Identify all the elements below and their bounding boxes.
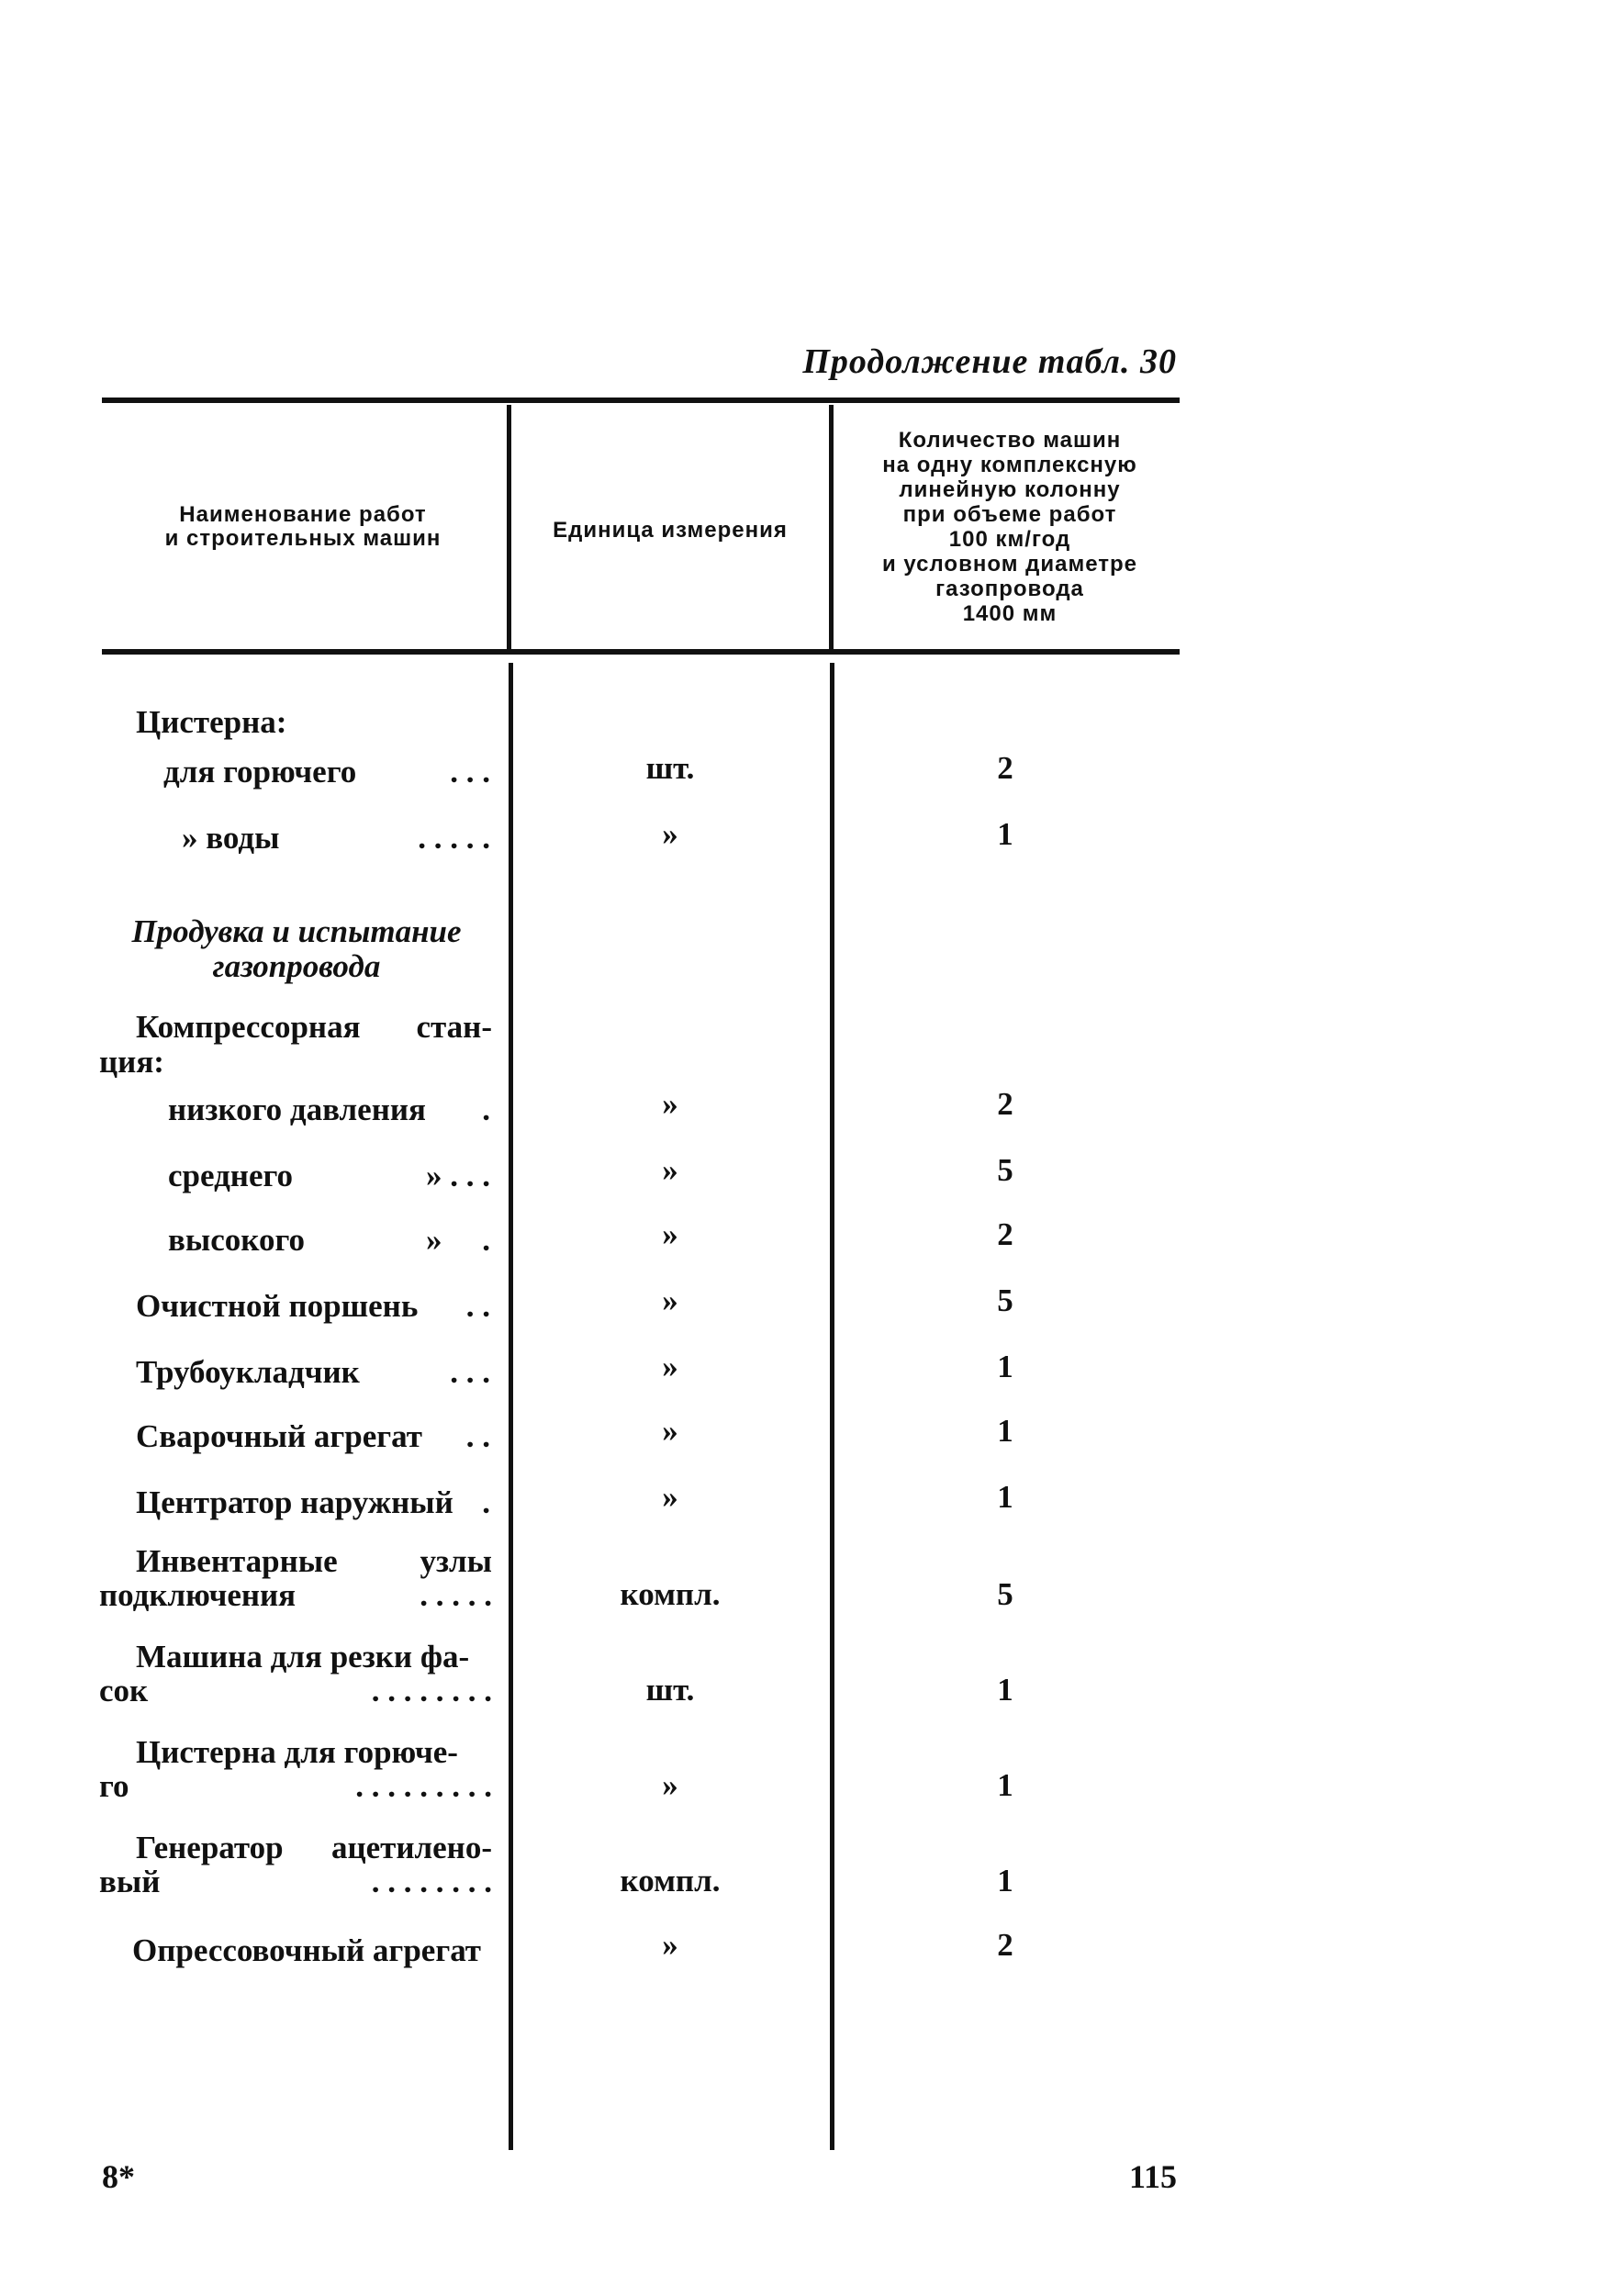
row-qty: 5: [997, 1152, 1013, 1188]
row-name-text: Трубоукладчик: [136, 1354, 360, 1390]
header-col-qty-line: газопровода: [935, 577, 1084, 601]
row-name-text: низкого давления: [168, 1092, 426, 1127]
row-name: [136, 1355, 490, 1390]
row-qty: 1: [997, 1349, 1013, 1384]
leader-dots: . . . . .: [420, 1577, 492, 1613]
row-unit: »: [662, 1216, 678, 1252]
row-name-text: Компрессорная: [136, 1009, 361, 1045]
row-name: Цистерна:: [136, 704, 287, 740]
table-top-rule: [102, 398, 1180, 403]
leader-dots: . . . . . . . .: [371, 1864, 492, 1899]
header-divider-2: [829, 405, 834, 649]
leader-dots: . .: [465, 1418, 490, 1454]
table-caption: Продолжение табл. 30: [802, 342, 1177, 381]
leader-dots: .: [482, 1484, 490, 1520]
row-name: [99, 1640, 492, 1708]
header-col-name-line: и строительных машин: [164, 526, 442, 551]
row-qty: 1: [997, 1479, 1013, 1515]
row-qty: 1: [997, 1413, 1013, 1449]
row-name-text: Центратор наружный: [136, 1484, 453, 1520]
leader-dots: . . . . . . . .: [371, 1673, 492, 1708]
header-col-qty-line: линейную колонну: [899, 477, 1121, 502]
row-name: [163, 755, 490, 790]
page-number: 115: [1128, 2158, 1177, 2195]
header-col-qty-line: и условном диаметре: [881, 552, 1137, 577]
row-qty: 1: [997, 816, 1013, 852]
row-qty: 2: [997, 1086, 1013, 1122]
section-heading-line: Продувка и испытание: [131, 913, 462, 949]
row-name: [136, 1485, 490, 1520]
header-col-qty-line: 100 км/год: [948, 527, 1071, 552]
leader-dots: . . . . .: [418, 820, 490, 856]
header-col-qty: [840, 428, 1180, 626]
row-name: [168, 1092, 490, 1127]
row-unit: »: [662, 1282, 678, 1318]
row-unit: »: [662, 816, 678, 852]
row-unit: »: [662, 1413, 678, 1449]
row-name: [182, 821, 490, 856]
row-unit: »: [662, 1152, 678, 1188]
row-qty: 1: [997, 1672, 1013, 1708]
body-divider-2: [830, 663, 834, 2150]
row-name-text: подключения: [99, 1577, 297, 1613]
header-col-unit: Единица измерения: [553, 518, 788, 543]
row-unit: компл.: [620, 1863, 721, 1898]
row-name-text: среднего: [168, 1158, 294, 1193]
row-name-text: ацетилено-: [330, 1830, 492, 1865]
leader-dots: . . .: [450, 754, 490, 790]
leader-dots: . .: [465, 1288, 490, 1324]
row-name: [99, 1735, 492, 1803]
row-name-text: го: [99, 1768, 129, 1804]
row-unit: компл.: [620, 1576, 721, 1612]
row-qty: 2: [997, 750, 1013, 786]
leader-dots: » . . .: [426, 1158, 490, 1193]
row-qty: 5: [997, 1576, 1013, 1612]
row-name-line: [99, 1769, 492, 1803]
body-divider-1: [509, 663, 513, 2150]
row-name: [168, 1159, 490, 1193]
row-name-text: стан-: [416, 1009, 492, 1045]
row-qty: 2: [997, 1216, 1013, 1252]
header-col-name-line: Наименование работ: [179, 502, 427, 527]
row-name-text: Инвентарные: [136, 1543, 338, 1579]
header-col-name: [106, 503, 500, 551]
row-name-text: вый: [99, 1864, 161, 1899]
row-name-line: Цистерна для горюче-: [136, 1734, 458, 1770]
row-name-line: [99, 1865, 492, 1898]
leader-dots: .: [482, 1092, 490, 1127]
row-name: Опрессовочный агрегат: [132, 1932, 481, 1968]
row-unit: шт.: [645, 1672, 695, 1708]
header-col-qty-line: Количество машин: [898, 428, 1122, 453]
row-name-text: высокого: [168, 1222, 305, 1258]
row-qty: 1: [997, 1767, 1013, 1803]
header-divider-1: [507, 405, 511, 649]
row-unit: »: [662, 1349, 678, 1384]
leader-dots: . . .: [450, 1354, 490, 1390]
row-name-line: [99, 1578, 492, 1612]
row-name-text: Генератор: [136, 1830, 284, 1865]
row-qty: 2: [997, 1927, 1013, 1963]
row-unit: шт.: [645, 750, 695, 786]
row-name-line: [99, 1010, 492, 1045]
row-name: [99, 1010, 492, 1080]
header-col-qty-line: 1400 мм: [962, 601, 1058, 626]
row-name-line: [99, 1831, 492, 1865]
row-name: [99, 1831, 492, 1898]
row-name-text: » воды: [182, 820, 280, 856]
row-name-line: [99, 1544, 492, 1578]
header-col-qty-line: на одну комплексную: [882, 453, 1137, 477]
row-name: [136, 1419, 490, 1454]
row-unit: »: [662, 1479, 678, 1515]
row-unit: »: [662, 1086, 678, 1122]
row-name-text: сок: [99, 1673, 149, 1708]
row-name-line: [99, 1674, 492, 1708]
leader-dots: . . . . . . . . .: [355, 1768, 492, 1804]
row-unit: »: [662, 1767, 678, 1803]
row-name-text: узлы: [420, 1543, 492, 1579]
signature-mark: 8*: [102, 2158, 135, 2195]
header-col-qty-line: при объеме работ: [902, 502, 1117, 527]
row-name-line: ция:: [99, 1044, 164, 1080]
row-name: [136, 1289, 490, 1324]
row-qty: 1: [997, 1863, 1013, 1898]
row-name-text: Сварочный агрегат: [136, 1418, 422, 1454]
section-heading-line: газопровода: [212, 948, 381, 984]
row-name-line: Машина для резки фа-: [136, 1639, 470, 1674]
section-heading: [99, 914, 494, 984]
row-name: [99, 1544, 492, 1612]
leader-dots: » .: [426, 1222, 490, 1258]
row-qty: 5: [997, 1282, 1013, 1318]
row-name-text: для горючего: [163, 754, 357, 790]
row-unit: »: [662, 1927, 678, 1963]
row-name: [168, 1223, 490, 1258]
row-name-text: Очистной поршень: [136, 1288, 419, 1324]
header-bottom-rule: [102, 649, 1180, 655]
